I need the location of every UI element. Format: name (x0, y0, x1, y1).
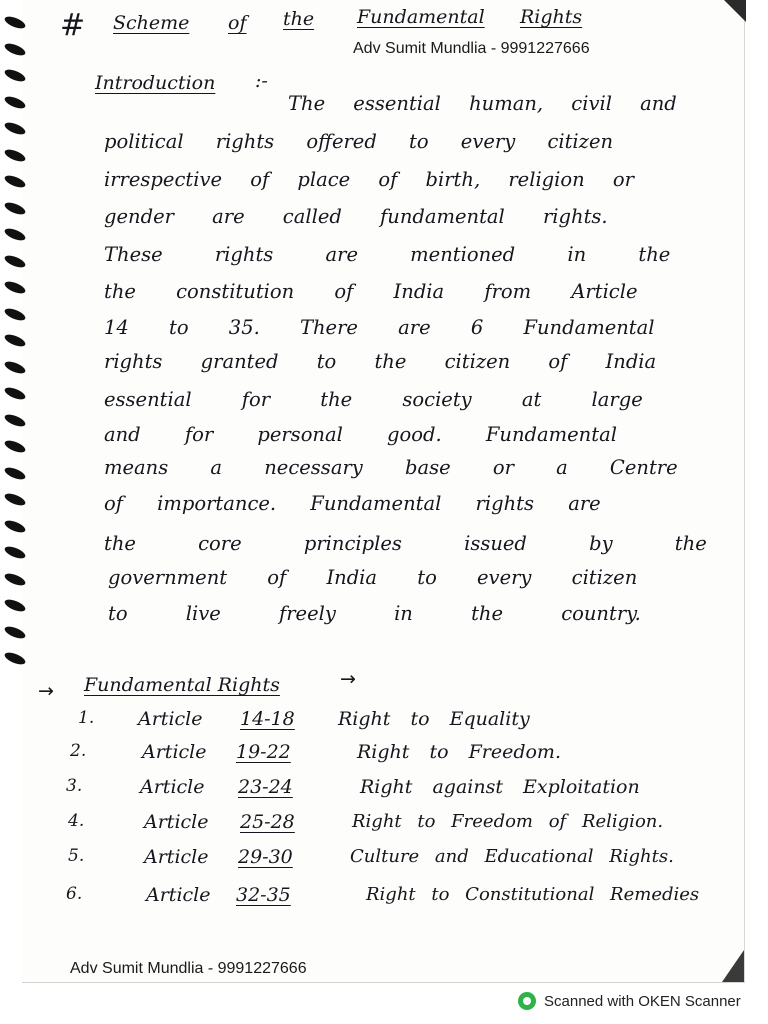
intro-line-10: and for personal good. Fundamental (104, 423, 617, 446)
intro-line-11: means a necessary base or a Centre (104, 456, 678, 479)
intro-line-7: 14 to 35. There are 6 Fundamental (104, 316, 655, 339)
scanner-badge (518, 990, 741, 1012)
rights-item-article: Article (146, 884, 211, 906)
rights-item-range: 19-22 (236, 741, 291, 763)
rights-item-range: 23-24 (238, 776, 293, 798)
page-corner-shadow-top (724, 0, 746, 22)
introduction-heading-suffix: :- (255, 70, 268, 92)
introduction-heading: Introduction (95, 72, 216, 94)
page-corner-shadow-bottom (722, 950, 744, 982)
rights-item-article: Article (144, 811, 209, 833)
intro-line-15: to live freely in the country. (108, 602, 641, 625)
rights-item-number: 4. (68, 811, 85, 831)
rights-item-name: Right to Freedom. (357, 741, 561, 763)
title-word-of: of (228, 12, 247, 34)
rights-item-article: Article (142, 741, 207, 763)
rights-heading-arrow-prefix: → (38, 680, 54, 702)
rights-heading: Fundamental Rights (84, 674, 280, 696)
rights-item-article: Article (140, 776, 205, 798)
rights-item-name: Right to Constitutional Remedies (366, 884, 700, 905)
intro-line-1: The essential human, civil and (288, 92, 677, 115)
rights-item-number: 1. (78, 708, 95, 728)
intro-line-8: rights granted to the citizen of India (104, 350, 657, 373)
title-word-fundamental: Fundamental (357, 6, 485, 28)
rights-item-article: Article (138, 708, 203, 730)
intro-line-13: the core principles issued by the (104, 532, 707, 555)
intro-line-2: political rights offered to every citizen (104, 130, 614, 153)
title-hash: # (60, 8, 86, 43)
intro-line-14: government of India to every citizen (108, 566, 638, 589)
watermark-bottom: Adv Sumit Mundlia - 9991227666 (70, 960, 307, 977)
rights-item-article: Article (144, 846, 209, 868)
rights-item-range: 32-35 (236, 884, 291, 906)
rights-item-number: 5. (68, 846, 85, 866)
rights-item-number: 6. (66, 884, 83, 904)
rights-item-name: Right against Exploitation (360, 776, 640, 798)
intro-line-6: the constitution of India from Article (104, 280, 638, 303)
oken-scanner-logo-icon (518, 992, 536, 1010)
intro-line-12: of importance. Fundamental rights are (104, 492, 601, 515)
intro-line-5: These rights are mentioned in the (104, 243, 671, 266)
rights-item-range: 29-30 (238, 846, 293, 868)
intro-line-4: gender are called fundamental rights. (104, 205, 608, 228)
rights-heading-arrow-suffix: → (340, 668, 356, 690)
title-word-the: the (283, 8, 315, 30)
title-word-rights: Rights (520, 6, 583, 28)
scanner-label: Scanned with OKEN Scanner (544, 992, 741, 1010)
intro-line-3: irrespective of place of birth, religion or (104, 168, 634, 191)
rights-item-name: Culture and Educational Rights. (350, 846, 674, 867)
rights-item-range: 25-28 (240, 811, 295, 833)
title-word-scheme: Scheme (113, 12, 190, 34)
rights-item-name: Right to Equality (338, 708, 530, 730)
rights-item-range: 14-18 (240, 708, 295, 730)
rights-item-name: Right to Freedom of Religion. (352, 811, 664, 832)
rights-item-number: 2. (70, 741, 87, 761)
rights-item-number: 3. (66, 776, 83, 796)
intro-line-9: essential for the society at large (104, 388, 643, 411)
watermark-top: Adv Sumit Mundlia - 9991227666 (353, 40, 590, 57)
